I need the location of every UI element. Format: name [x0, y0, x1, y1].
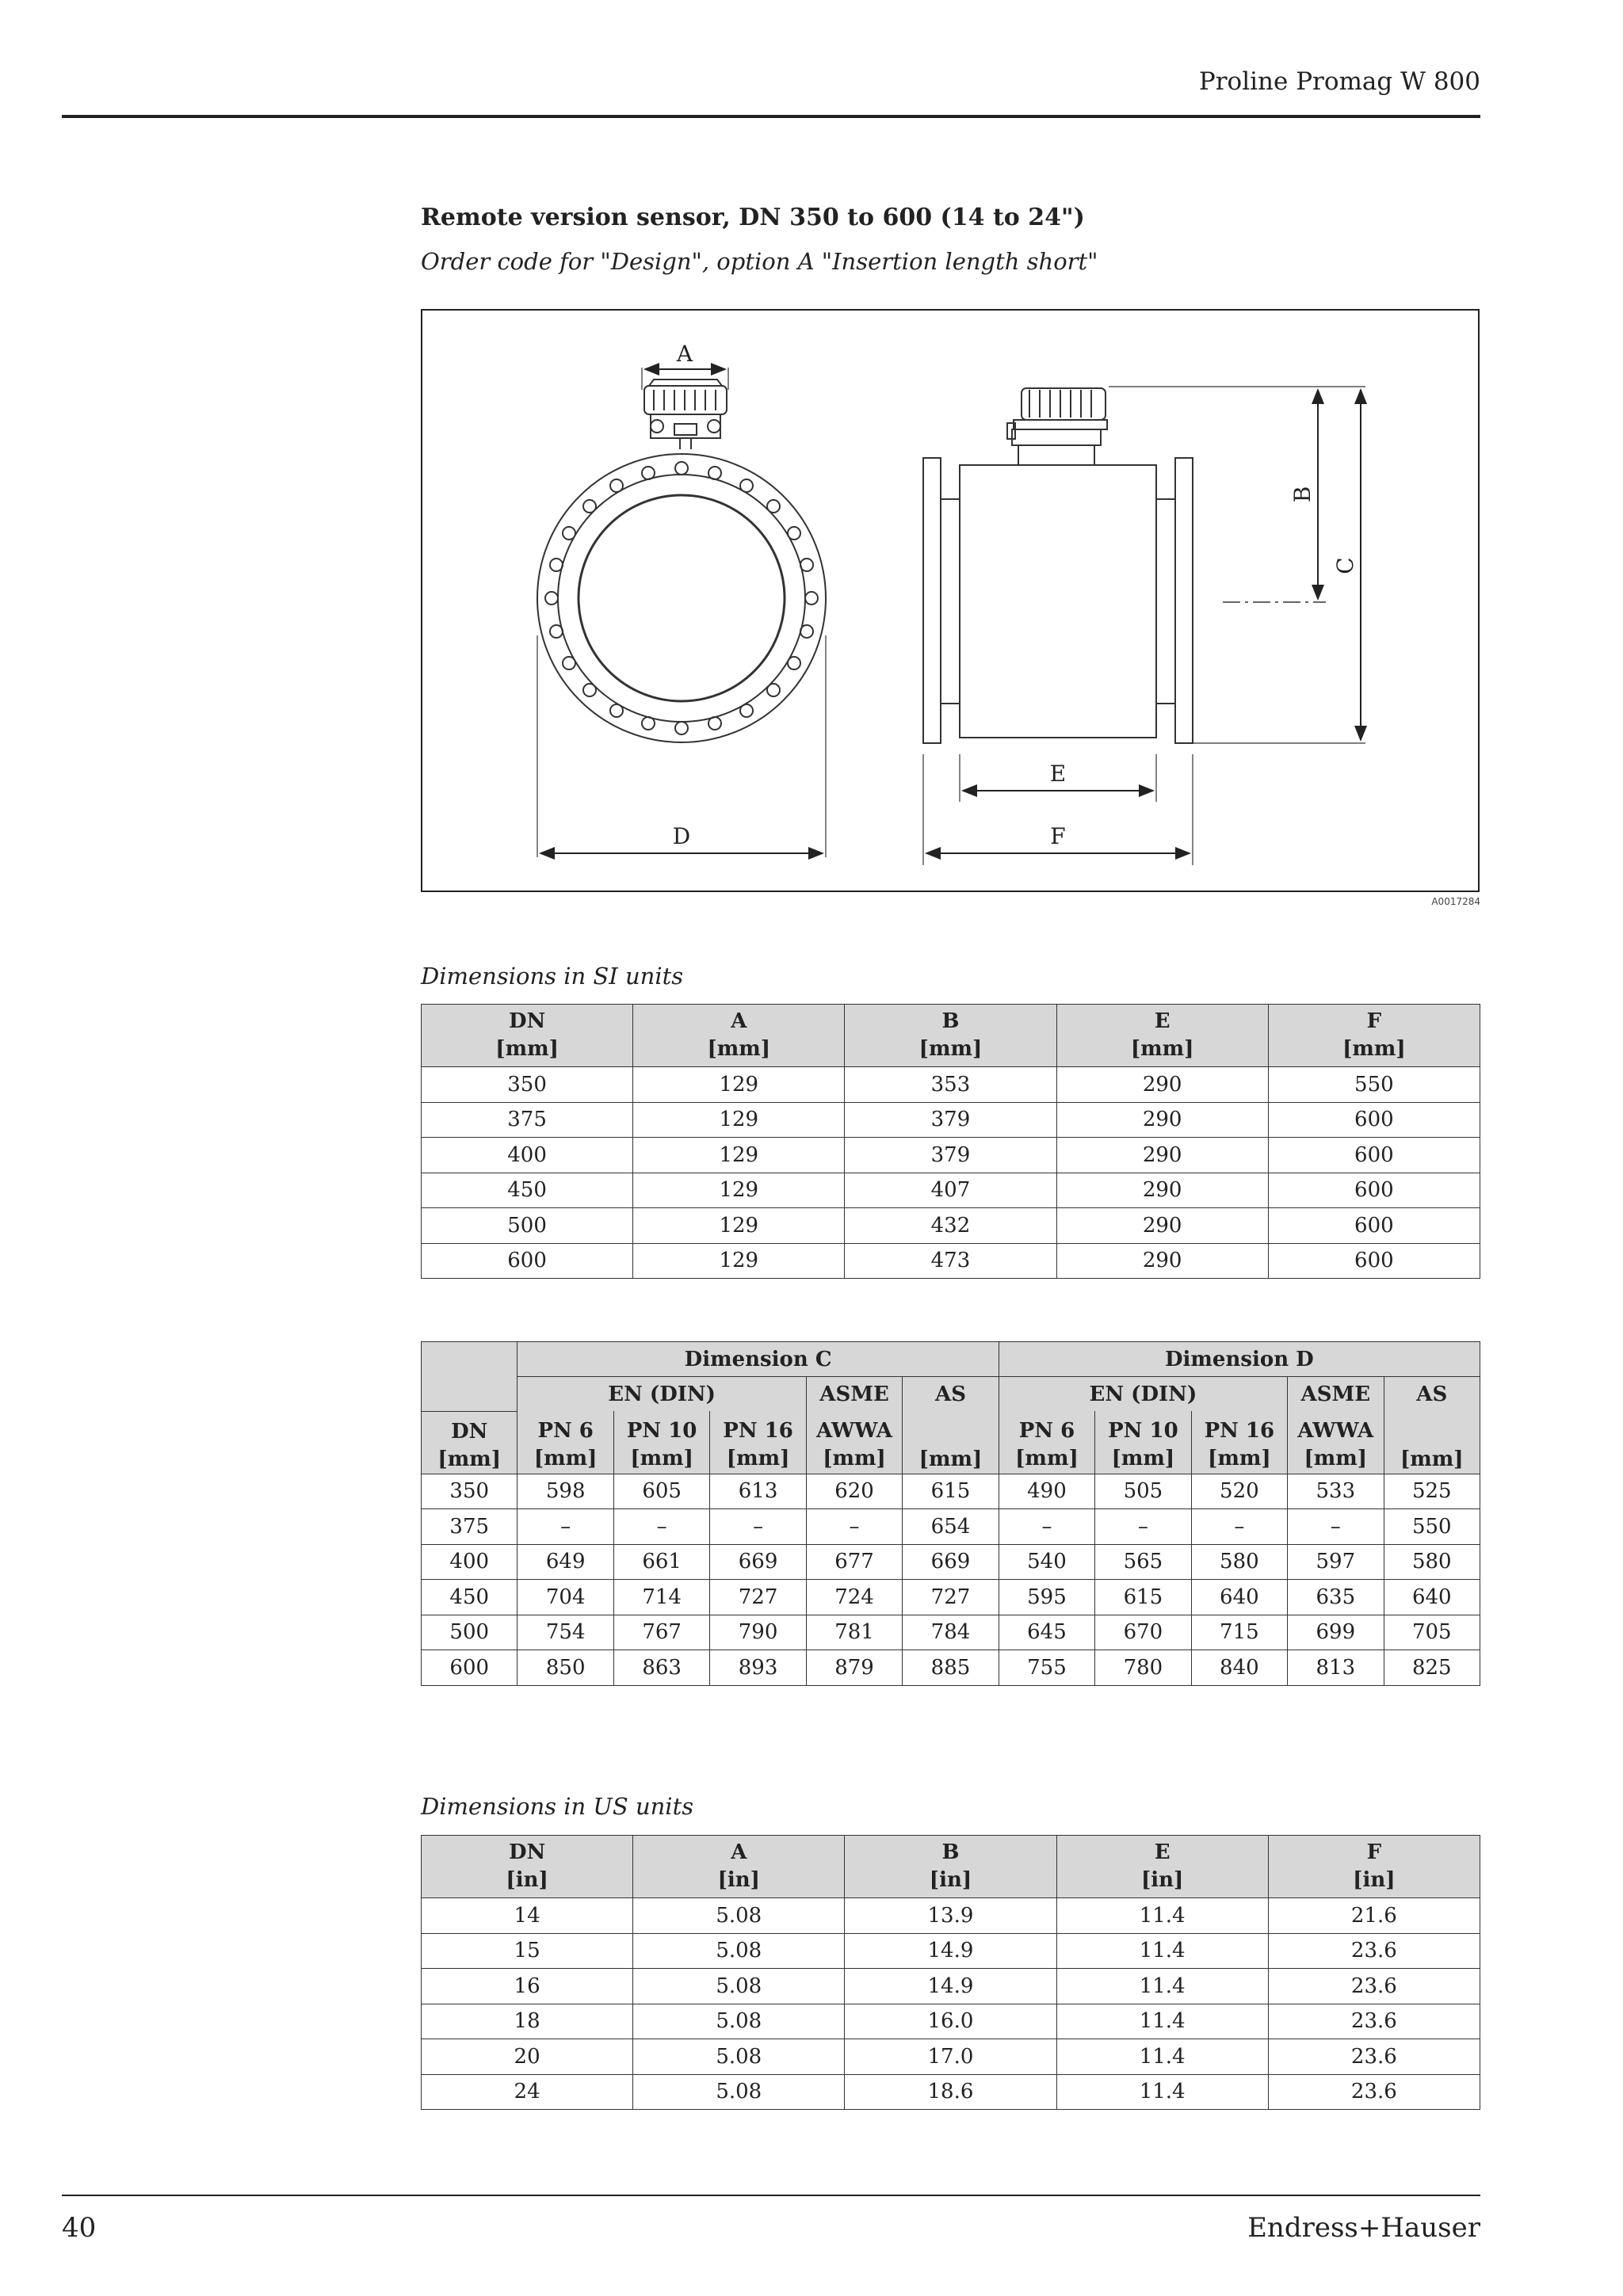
header-b: B [in]: [845, 1836, 1056, 1898]
table-cell: 724: [806, 1580, 902, 1615]
table-cell: 23.6: [1268, 2039, 1480, 2075]
table-cell: 525: [1384, 1474, 1480, 1509]
front-flange-inner: [558, 475, 805, 722]
table-cell: 129: [633, 1208, 845, 1244]
table-cell: 781: [806, 1615, 902, 1650]
table-header-row: [422, 1411, 1480, 1474]
table-cell: 790: [710, 1615, 806, 1650]
drawing-svg: [422, 311, 1481, 894]
table-cell: 290: [1056, 1208, 1268, 1244]
dimension-c-d-table: [421, 1341, 1480, 1686]
si-table-caption: Dimensions in SI units: [421, 963, 684, 990]
table-cell: 290: [1056, 1102, 1268, 1138]
table-cell: 540: [999, 1544, 1094, 1580]
table-cell: 13.9: [845, 1898, 1056, 1934]
header-dn: DN [mm]: [422, 1411, 517, 1474]
header-asme-c: ASME: [806, 1377, 902, 1412]
table-cell: 500: [422, 1208, 633, 1244]
table-cell: 400: [422, 1138, 633, 1173]
table-cell: 5.08: [633, 2004, 845, 2039]
table-cell: 580: [1384, 1544, 1480, 1580]
table-cell: 727: [710, 1580, 806, 1615]
header-pn16-d: PN 16 [mm]: [1191, 1411, 1287, 1474]
table-cell: 840: [1191, 1650, 1287, 1686]
table-cell: 600: [1268, 1138, 1480, 1173]
table-row: [422, 1509, 1480, 1545]
table-cell: 407: [845, 1173, 1056, 1208]
table-cell: 129: [633, 1102, 845, 1138]
table-cell: 550: [1384, 1509, 1480, 1545]
table-cell: 20: [422, 2039, 633, 2075]
table-cell: 23.6: [1268, 2074, 1480, 2110]
table-cell: 704: [517, 1580, 613, 1615]
table-cell: 550: [1268, 1067, 1480, 1103]
label-f: F: [1050, 823, 1066, 849]
table-cell: 14.9: [845, 1969, 1056, 2004]
table-cell: 21.6: [1268, 1898, 1480, 1934]
table-cell: 600: [1268, 1102, 1480, 1138]
side-flange-left: [923, 458, 941, 743]
table-cell: 635: [1288, 1580, 1384, 1615]
table-row: [422, 1898, 1480, 1934]
table-row: [422, 1615, 1480, 1650]
front-flange-outer: [537, 454, 826, 742]
header-title: Proline Promag W 800: [1198, 67, 1480, 96]
table-cell: 5.08: [633, 2039, 845, 2075]
header-as-mm-d: [mm]: [1384, 1411, 1480, 1474]
table-row: [422, 1208, 1480, 1244]
table-cell: 600: [1268, 1208, 1480, 1244]
table-cell: –: [710, 1509, 806, 1545]
table-cell: 813: [1288, 1650, 1384, 1686]
table-cell: –: [806, 1509, 902, 1545]
table-cell: 16.0: [845, 2004, 1056, 2039]
table-cell: 16: [422, 1969, 633, 2004]
header-blank: [422, 1342, 517, 1412]
table-row: [422, 2004, 1480, 2039]
table-cell: 14: [422, 1898, 633, 1934]
table-cell: 129: [633, 1173, 845, 1208]
table-header-row: [422, 1342, 1480, 1377]
table-cell: –: [517, 1509, 613, 1545]
header-dimension-d: Dimension D: [999, 1342, 1480, 1377]
table-cell: 450: [422, 1580, 517, 1615]
table-cell: 600: [1268, 1173, 1480, 1208]
table-cell: 18: [422, 2004, 633, 2039]
table-cell: 640: [1191, 1580, 1287, 1615]
table-cell: –: [1095, 1509, 1191, 1545]
front-bore: [579, 495, 785, 701]
table-cell: –: [1288, 1509, 1384, 1545]
table-cell: 605: [613, 1474, 709, 1509]
table-cell: 11.4: [1056, 1933, 1268, 1969]
table-cell: 500: [422, 1615, 517, 1650]
table-cell: 520: [1191, 1474, 1287, 1509]
us-units-table: [421, 1835, 1480, 2110]
table-cell: 5.08: [633, 1969, 845, 2004]
table-cell: 350: [422, 1067, 633, 1103]
table-cell: 11.4: [1056, 2074, 1268, 2110]
table-cell: 893: [710, 1650, 806, 1686]
label-d: D: [672, 823, 691, 849]
table-cell: 767: [613, 1615, 709, 1650]
header-as-mm-c: [mm]: [903, 1411, 999, 1474]
table-cell: 885: [903, 1650, 999, 1686]
table-cell: 473: [845, 1243, 1056, 1279]
table-row: [422, 1243, 1480, 1279]
header-dimension-c: Dimension C: [517, 1342, 999, 1377]
table-cell: 863: [613, 1650, 709, 1686]
table-cell: 129: [633, 1067, 845, 1103]
header-b: B [mm]: [845, 1005, 1056, 1067]
table-cell: 533: [1288, 1474, 1384, 1509]
side-flange-right: [1175, 458, 1193, 743]
table-cell: 598: [517, 1474, 613, 1509]
header-f: F [in]: [1268, 1836, 1480, 1898]
table-cell: 755: [999, 1650, 1094, 1686]
table-cell: 290: [1056, 1067, 1268, 1103]
table-cell: 129: [633, 1243, 845, 1279]
table-cell: 597: [1288, 1544, 1384, 1580]
table-cell: 5.08: [633, 1933, 845, 1969]
table-row: [422, 1474, 1480, 1509]
table-cell: 661: [613, 1544, 709, 1580]
section-title: Remote version sensor, DN 350 to 600 (14 to 24"): [421, 204, 1085, 231]
table-cell: 5.08: [633, 1898, 845, 1934]
header-awwa-c: AWWA [mm]: [806, 1411, 902, 1474]
table-row: [422, 1102, 1480, 1138]
table-row: [422, 2039, 1480, 2075]
table-row: [422, 1138, 1480, 1173]
table-cell: 705: [1384, 1615, 1480, 1650]
table-cell: 290: [1056, 1173, 1268, 1208]
header-dn: DN [mm]: [422, 1005, 633, 1067]
label-b: B: [1289, 486, 1316, 503]
header-as-d: AS: [1384, 1377, 1480, 1412]
table-cell: 565: [1095, 1544, 1191, 1580]
table-row: [422, 1650, 1480, 1686]
table-cell: 600: [1268, 1243, 1480, 1279]
side-housing-cap: [1022, 388, 1106, 420]
table-cell: 669: [710, 1544, 806, 1580]
header-f: F [mm]: [1268, 1005, 1480, 1067]
table-cell: 23.6: [1268, 2004, 1480, 2039]
table-cell: –: [613, 1509, 709, 1545]
table-cell: –: [1191, 1509, 1287, 1545]
table-cell: 432: [845, 1208, 1056, 1244]
header-a: A [in]: [633, 1836, 845, 1898]
header-rule: [62, 115, 1480, 118]
table-cell: 640: [1384, 1580, 1480, 1615]
table-cell: 715: [1191, 1615, 1287, 1650]
table-cell: 23.6: [1268, 1969, 1480, 2004]
table-cell: 649: [517, 1544, 613, 1580]
header-as-c: AS: [903, 1377, 999, 1412]
table-cell: 375: [422, 1509, 517, 1545]
section-subtitle: Order code for "Design", option A "Insertion length short": [421, 248, 1098, 275]
table-cell: 14.9: [845, 1933, 1056, 1969]
table-cell: 595: [999, 1580, 1094, 1615]
table-cell: 727: [903, 1580, 999, 1615]
table-cell: 490: [999, 1474, 1094, 1509]
table-cell: 613: [710, 1474, 806, 1509]
table-cell: 714: [613, 1580, 709, 1615]
table-header-row: [422, 1836, 1480, 1898]
table-cell: 780: [1095, 1650, 1191, 1686]
header-en-din-d: EN (DIN): [999, 1377, 1287, 1412]
table-cell: –: [999, 1509, 1094, 1545]
table-cell: 850: [517, 1650, 613, 1686]
table-cell: 350: [422, 1474, 517, 1509]
header-e: E [mm]: [1056, 1005, 1268, 1067]
figure-id: A0017284: [1431, 896, 1480, 907]
side-housing-base: [1012, 429, 1101, 445]
table-cell: 400: [422, 1544, 517, 1580]
label-a: A: [676, 341, 693, 367]
table-cell: 600: [422, 1243, 633, 1279]
header-pn6-d: PN 6 [mm]: [999, 1411, 1094, 1474]
label-e: E: [1049, 761, 1067, 787]
us-table-caption: Dimensions in US units: [421, 1793, 694, 1820]
dimension-drawing: [421, 309, 1480, 892]
table-cell: 580: [1191, 1544, 1287, 1580]
table-row: [422, 2074, 1480, 2110]
table-row: [422, 1969, 1480, 2004]
table-cell: 615: [903, 1474, 999, 1509]
table-cell: 24: [422, 2074, 633, 2110]
header-a: A [mm]: [633, 1005, 845, 1067]
side-neck-left: [941, 499, 960, 704]
table-cell: 11.4: [1056, 2004, 1268, 2039]
header-pn10-c: PN 10 [mm]: [613, 1411, 709, 1474]
footer-brand: Endress+Hauser: [1247, 2212, 1480, 2244]
table-cell: 379: [845, 1138, 1056, 1173]
table-cell: 18.6: [845, 2074, 1056, 2110]
table-cell: 11.4: [1056, 1898, 1268, 1934]
table-row: [422, 1580, 1480, 1615]
header-pn6-c: PN 6 [mm]: [517, 1411, 613, 1474]
table-cell: 11.4: [1056, 1969, 1268, 2004]
label-c: C: [1332, 557, 1358, 574]
table-cell: 290: [1056, 1243, 1268, 1279]
table-cell: 825: [1384, 1650, 1480, 1686]
header-en-din-c: EN (DIN): [517, 1377, 806, 1412]
table-cell: 879: [806, 1650, 902, 1686]
table-cell: 290: [1056, 1138, 1268, 1173]
table-cell: 375: [422, 1102, 633, 1138]
side-body: [960, 465, 1156, 738]
table-header-row: [422, 1377, 1480, 1412]
dimension-table-body: [422, 1474, 1480, 1685]
table-cell: 379: [845, 1102, 1056, 1138]
header-pn10-d: PN 10 [mm]: [1095, 1411, 1191, 1474]
table-cell: 645: [999, 1615, 1094, 1650]
table-cell: 784: [903, 1615, 999, 1650]
footer-rule: [62, 2195, 1480, 2196]
si-units-table: [421, 1004, 1480, 1279]
table-cell: 600: [422, 1650, 517, 1686]
table-row: [422, 1173, 1480, 1208]
table-cell: 754: [517, 1615, 613, 1650]
table-cell: 23.6: [1268, 1933, 1480, 1969]
table-cell: 615: [1095, 1580, 1191, 1615]
flange-bolt-holes: [545, 462, 818, 734]
table-row: [422, 1544, 1480, 1580]
table-cell: 677: [806, 1544, 902, 1580]
header-pn16-c: PN 16 [mm]: [710, 1411, 806, 1474]
header-dn: DN [in]: [422, 1836, 633, 1898]
side-neck-right: [1156, 499, 1175, 704]
table-cell: 15: [422, 1933, 633, 1969]
table-cell: 17.0: [845, 2039, 1056, 2075]
table-row: [422, 1933, 1480, 1969]
table-cell: 450: [422, 1173, 633, 1208]
table-cell: 353: [845, 1067, 1056, 1103]
table-cell: 669: [903, 1544, 999, 1580]
table-header-row: [422, 1005, 1480, 1067]
header-awwa-d: AWWA [mm]: [1288, 1411, 1384, 1474]
page-number: 40: [62, 2212, 97, 2244]
table-cell: 654: [903, 1509, 999, 1545]
table-cell: 11.4: [1056, 2039, 1268, 2075]
table-cell: 620: [806, 1474, 902, 1509]
table-cell: 505: [1095, 1474, 1191, 1509]
table-cell: 5.08: [633, 2074, 845, 2110]
table-cell: 670: [1095, 1615, 1191, 1650]
table-cell: 699: [1288, 1615, 1384, 1650]
table-cell: 129: [633, 1138, 845, 1173]
header-e: E [in]: [1056, 1836, 1268, 1898]
header-asme-d: ASME: [1288, 1377, 1384, 1412]
table-row: [422, 1067, 1480, 1103]
